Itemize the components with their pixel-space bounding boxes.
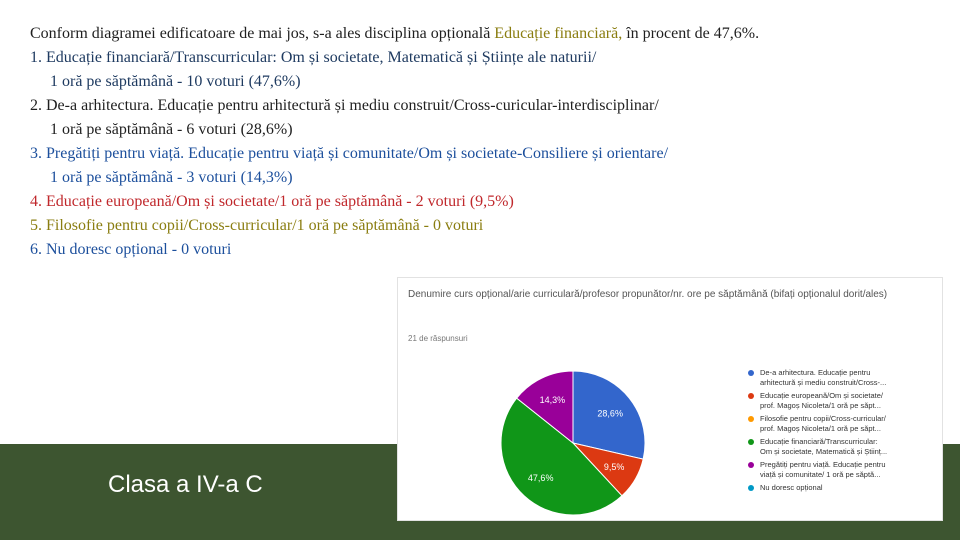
legend-swatch-5	[748, 485, 754, 491]
legend-label-3: Educație financiară/Transcurricular: Om și societate, Matematică și Științ...	[760, 437, 888, 456]
legend-label-4: Pregătiți pentru viață. Educație pentru viață și comunitate/ 1 oră pe săptă...	[760, 460, 886, 479]
option-2-line2: 1 oră pe săptămână - 6 voturi (28,6%)	[50, 121, 293, 138]
pie-label-0: 28,6%	[597, 408, 623, 419]
pie-label-3: 47,6%	[527, 472, 554, 483]
option-item-1	[30, 46, 932, 94]
option-item-2	[30, 94, 932, 142]
legend-swatch-2	[748, 416, 754, 422]
legend-item-1	[748, 391, 938, 410]
option-item-5	[30, 214, 932, 238]
option-item-3	[30, 142, 932, 190]
legend-item-0	[748, 368, 938, 387]
intro-text: Conform diagramei edificatoare de mai jos, s-a ales disciplina opțională	[30, 25, 495, 42]
pie-chart	[498, 368, 648, 518]
legend-label-5: Nu doresc opțional	[760, 483, 823, 492]
chart-legend	[748, 368, 938, 497]
pie-label-4: 14,3%	[539, 395, 566, 406]
intro-highlight: Educație financiară,	[494, 25, 623, 42]
options-list	[30, 46, 932, 262]
legend-item-4	[748, 460, 938, 479]
legend-swatch-4	[748, 462, 754, 468]
option-3-line2: 1 oră pe săptămână - 3 voturi (14,3%)	[50, 169, 293, 186]
legend-label-0: De-a arhitectura. Educație pentru arhitectură și mediu construit/Cross-...	[760, 368, 887, 387]
chart-title: Denumire curs opțional/arie curriculară/profesor propunător/nr. ore pe săptămână (bifați opționalul dorit/ales)	[408, 289, 888, 300]
option-5-line1: 5. Filosofie pentru copii/Cross-curricular/1 oră pe săptămână - 0 voturi	[30, 217, 484, 234]
intro-text-end: în procent de 47,6%.	[622, 25, 760, 42]
option-1-line1: 1. Educație financiară/Transcurricular: Om și societate, Matematică și Științe ale naturii/	[30, 49, 597, 66]
legend-item-5	[748, 483, 938, 493]
option-2-line1: 2. De-a arhitectura. Educație pentru arhitectură și mediu construit/Cross-curicular-interdisciplinar/	[30, 97, 659, 114]
legend-label-2: Filosofie pentru copii/Cross-curricular/ prof. Magoș Nicoleta/1 oră pe săpt...	[760, 414, 886, 433]
legend-item-3	[748, 437, 938, 456]
intro-paragraph	[30, 22, 932, 46]
legend-label-1: Educație europeană/Om și societate/ prof. Magoș Nicoleta/1 oră pe săpt...	[760, 391, 883, 410]
legend-swatch-3	[748, 439, 754, 445]
option-1-line2: 1 oră pe săptămână - 10 voturi (47,6%)	[50, 73, 301, 90]
option-4-line1: 4. Educație europeană/Om și societate/1 oră pe săptămână - 2 voturi (9,5%)	[30, 193, 514, 210]
chart-subtitle: 21 de răspunsuri	[408, 334, 468, 343]
pie-label-1: 9,5%	[603, 461, 625, 472]
legend-swatch-0	[748, 370, 754, 376]
option-6-line1: 6. Nu doresc opțional - 0 voturi	[30, 241, 232, 258]
slide-text	[30, 22, 932, 262]
chart-card	[397, 277, 943, 521]
option-item-6	[30, 238, 932, 262]
option-3-line1: 3. Pregătiți pentru viață. Educație pentru viață și comunitate/Om și societate-Consiliere și orientare/	[30, 145, 669, 162]
legend-swatch-1	[748, 393, 754, 399]
class-label: Clasa a IV-a C	[108, 471, 263, 498]
legend-item-2	[748, 414, 938, 433]
option-item-4	[30, 190, 932, 214]
